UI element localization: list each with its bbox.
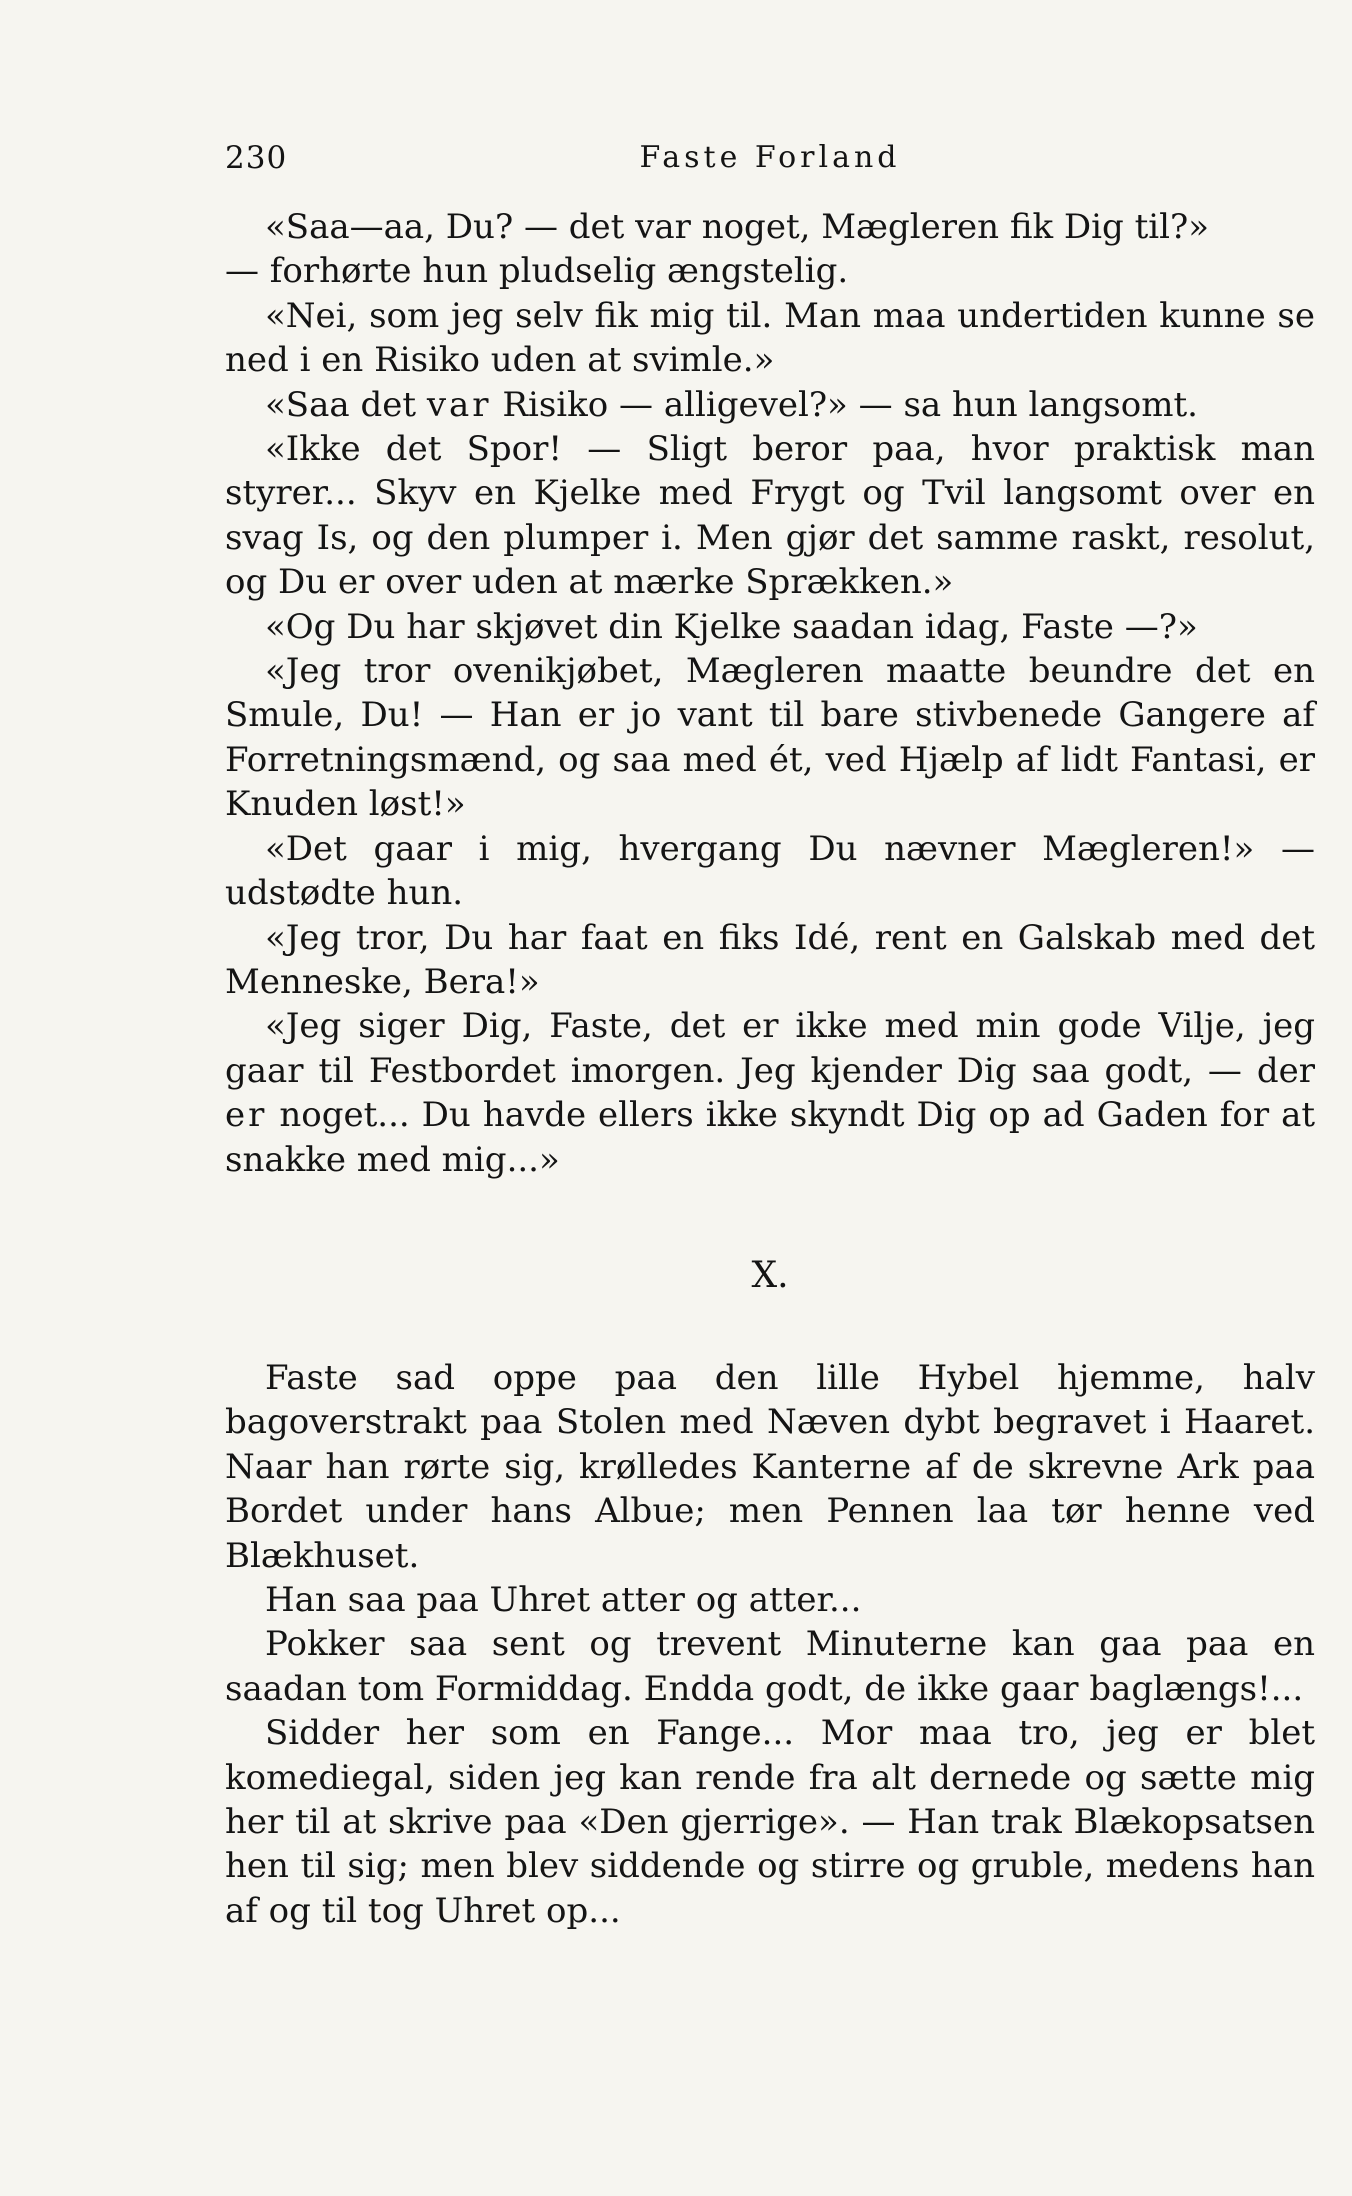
running-head: Faste Forland (639, 140, 901, 175)
paragraph: «Og Du har skjøvet din Kjelke saadan idag, Faste —?» (265, 606, 1198, 647)
emphasized-word: var (426, 384, 492, 425)
emphasized-word: er (225, 1095, 268, 1136)
paragraph: «Det gaar i mig, hvergang Du nævner Mægleren!» — udstødte hun. (225, 828, 1315, 914)
paragraph: Pokker saa sent og trevent Minuterne kan gaa paa en saadan tom Formiddag. Endda godt, de ikke gaar baglængs!... (225, 1624, 1315, 1709)
paragraph: «Nei, som jeg selv fik mig til. Man maa undertiden kunne se ned i en Risiko uden at svimle.» (225, 295, 1315, 381)
paragraph-segment: «Saa det (265, 384, 427, 425)
chapter-heading: X. (751, 1254, 789, 1296)
paragraph-segment: Risiko — alligevel?» — sa hun langsomt. (491, 384, 1198, 425)
paragraph (225, 1004, 1315, 1182)
page-number: 230 (225, 140, 288, 176)
paragraph: — forhørte hun pludselig ængstelig. (225, 251, 849, 292)
paragraph: «Ikke det Spor! — Sligt beror paa, hvor praktisk man styrer... Skyv en Kjelke med Frygt og Tvil langsomt over en svag Is, og den plumper i. Men gjør det samme raskt, resolut, og Du er over uden at mærke Sprækken.» (225, 429, 1315, 603)
paragraph: Sidder her som en Fange... Mor maa tro, jeg er blet komediegal, siden jeg kan rende fra alt dernede og sætte mig her til at skrive paa «Den gjerrige». — Han trak Blækopsatsen hen til sig; men blev siddende og stirre og gruble, medens han af og til tog Uhret op... (225, 1713, 1315, 1931)
paragraph-segment: noget... Du havde ellers ikke skyndt Dig op ad Gaden for at snakke med mig...» (225, 1095, 1315, 1180)
paragraph: Han saa paa Uhret atter og atter... (265, 1579, 862, 1620)
paragraph-segment: «Jeg siger Dig, Faste, det er ikke med min gode Vilje, jeg gaar til Festbordet imorgen. Jeg kjender Dig saa godt, — der (225, 1006, 1315, 1091)
paragraph: «Saa—aa, Du? — det var noget, Mægleren fik Dig til?» (265, 207, 1210, 247)
paragraph (225, 383, 1315, 427)
paragraph: «Jeg tror, Du har faat en fiks Idé, rent en Galskab med det Menneske, Bera!» (225, 917, 1315, 1002)
page-header (225, 140, 1315, 190)
paragraph: «Jeg tror ovenikjøbet, Mægleren maatte beundre det en Smule, Du! — Han er jo vant til bare stivbenede Gangere af Forretningsmænd, og saa med ét, ved Hjælp af lidt Fantasi, er Knuden løst!» (225, 651, 1315, 825)
paragraph: Faste sad oppe paa den lille Hybel hjemme, halv bagoverstrakt paa Stolen med Næven dybt begravet i Haaret. Naar han rørte sig, krølledes Kanterne af de skrevne Ark paa Bordet under hans Albue; men Pennen laa tør henne ved Blækhuset. (225, 1357, 1315, 1576)
body-text (225, 205, 1315, 1933)
